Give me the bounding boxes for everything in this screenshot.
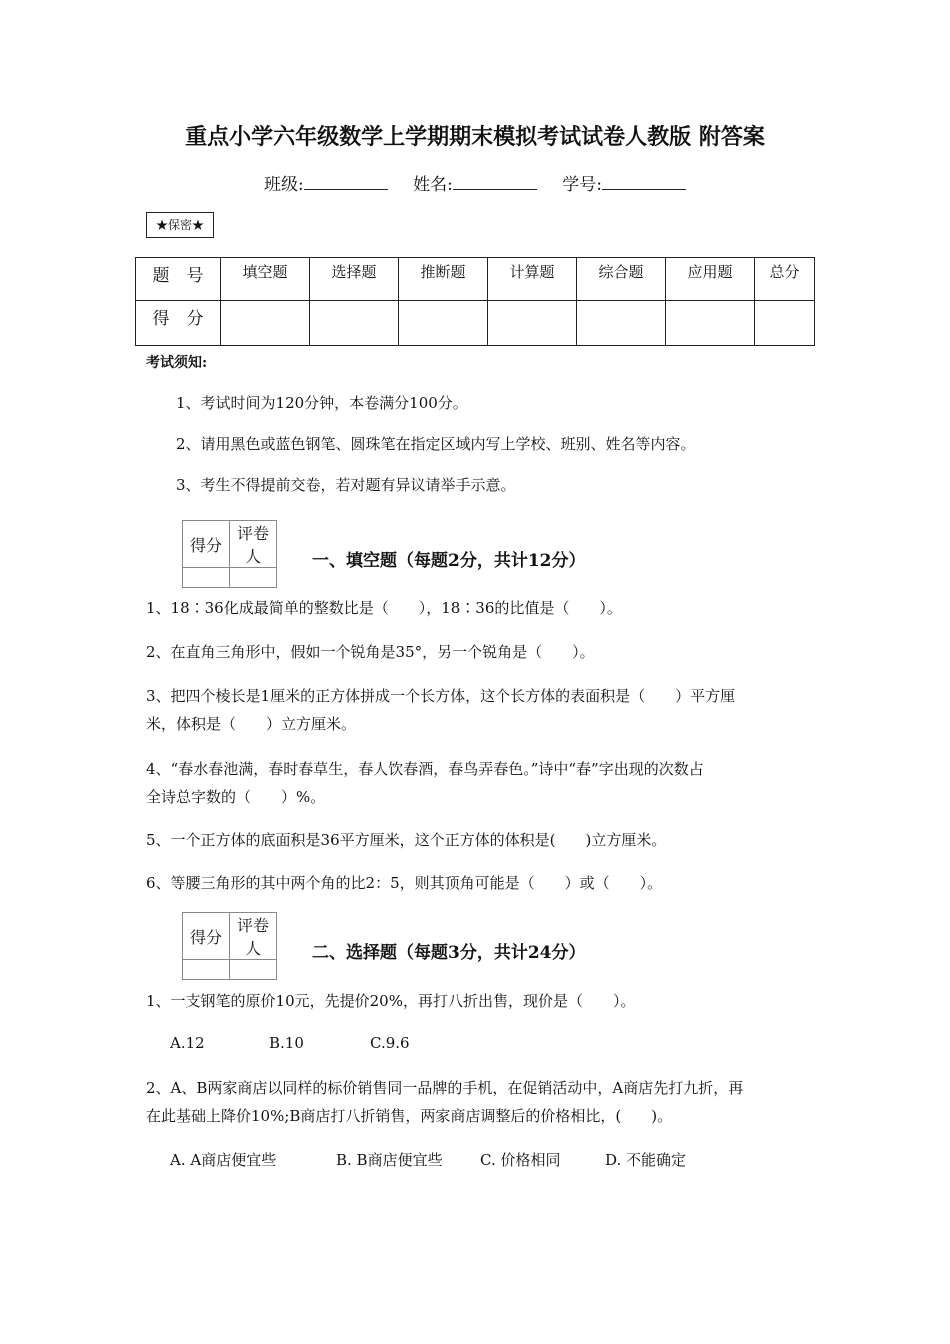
question-line: 4、“春水春池满，春时春草生，春人饮春酒，春鸟弄春色。”诗中“春”字出现的次数占 [146,760,704,778]
option-a[interactable]: A. A商店便宜些 [170,1151,277,1169]
score-cell[interactable] [221,301,310,346]
name-blank[interactable] [453,175,537,190]
student-info-row [0,170,950,195]
notice-item: 2、请用黑色或蓝色钢笔、圆珠笔在指定区域内写上学校、班别、姓名等内容。 [176,435,696,453]
grader-score-label: 得分 [183,913,230,960]
option-b[interactable]: B. B商店便宜些 [336,1151,443,1169]
option-b[interactable]: B.10 [269,1034,304,1052]
column-fill-in: 填空题 [221,258,310,301]
grader-reviewer-cell[interactable] [230,568,277,588]
grader-reviewer-label: 评卷人 [230,913,277,960]
column-application: 应用题 [666,258,755,301]
confidential-badge: ★保密★ [146,212,214,238]
column-total: 总分 [755,258,815,301]
question-line: 5、一个正方体的底面积是36平方厘米，这个正方体的体积是( )立方厘米。 [146,831,667,849]
score-cell[interactable] [666,301,755,346]
grader-score-label: 得分 [183,521,230,568]
class-field[interactable] [264,170,388,195]
grader-score-cell[interactable] [183,960,230,980]
score-cell[interactable] [399,301,488,346]
exam-title: 重点小学六年级数学上学期期末模拟考试试卷人教版 附答案 [185,124,765,150]
option-a[interactable]: A.12 [170,1034,205,1052]
notice-item: 3、考生不得提前交卷，若对题有异议请举手示意。 [176,476,516,494]
grader-box [182,912,277,980]
score-cell[interactable] [310,301,399,346]
score-cell[interactable] [488,301,577,346]
column-calculation: 计算题 [488,258,577,301]
student-id-blank[interactable] [602,175,686,190]
question-line: 1、18∶36化成最简单的整数比是（ ），18∶36的比值是（ ）。 [146,599,622,617]
grader-reviewer-cell[interactable] [230,960,277,980]
score-table-score-row [136,301,815,346]
option-d[interactable]: D. 不能确定 [605,1151,687,1169]
question-number-head: 题 号 [136,258,221,301]
grader-box [182,520,277,588]
question-line: 3、把四个棱长是1厘米的正方体拼成一个长方体，这个长方体的表面积是（ ）平方厘 [146,687,736,705]
column-judgement: 推断题 [399,258,488,301]
class-blank[interactable] [304,175,388,190]
section-title: 二、选择题（每题3分，共计24分） [312,943,586,963]
notice-title: 考试须知: [146,355,208,371]
grader-reviewer-label: 评卷人 [230,521,277,568]
column-comprehensive: 综合题 [577,258,666,301]
question-line: 2、A、B两家商店以同样的标价销售同一品牌的手机，在促销活动中，A商店先打九折，再 [146,1079,744,1097]
notice-item: 1、考试时间为120分钟，本卷满分100分。 [176,394,468,412]
column-choice: 选择题 [310,258,399,301]
question-line: 在此基础上降价10%;B商店打八折销售，两家商店调整后的价格相比，( )。 [146,1107,673,1125]
name-label: 姓名: [413,175,453,195]
class-label: 班级: [263,175,304,195]
score-cell[interactable] [577,301,666,346]
grader-score-cell[interactable] [183,568,230,588]
question-line: 米，体积是（ ）立方厘米。 [146,715,357,733]
question-line: 6、等腰三角形的其中两个角的比2：5，则其顶角可能是（ ）或（ ）。 [146,874,663,892]
option-c[interactable]: C. 价格相同 [480,1151,561,1169]
question-line: 1、一支钢笔的原价10元，先提价20%，再打八折出售，现价是（ ）。 [146,992,636,1010]
student-id-label: 学号: [562,175,602,195]
question-line: 2、在直角三角形中，假如一个锐角是35°，另一个锐角是（ ）。 [146,643,595,661]
section-title: 一、填空题（每题2分，共计12分） [312,551,586,571]
question-line: 全诗总字数的（ ）%。 [146,788,326,806]
score-head: 得 分 [136,301,221,346]
score-table [135,257,815,346]
score-table-header-row [136,258,815,301]
option-c[interactable]: C.9.6 [370,1034,410,1052]
name-field[interactable] [413,170,537,195]
student-id-field[interactable] [562,170,686,195]
score-cell[interactable] [755,301,815,346]
